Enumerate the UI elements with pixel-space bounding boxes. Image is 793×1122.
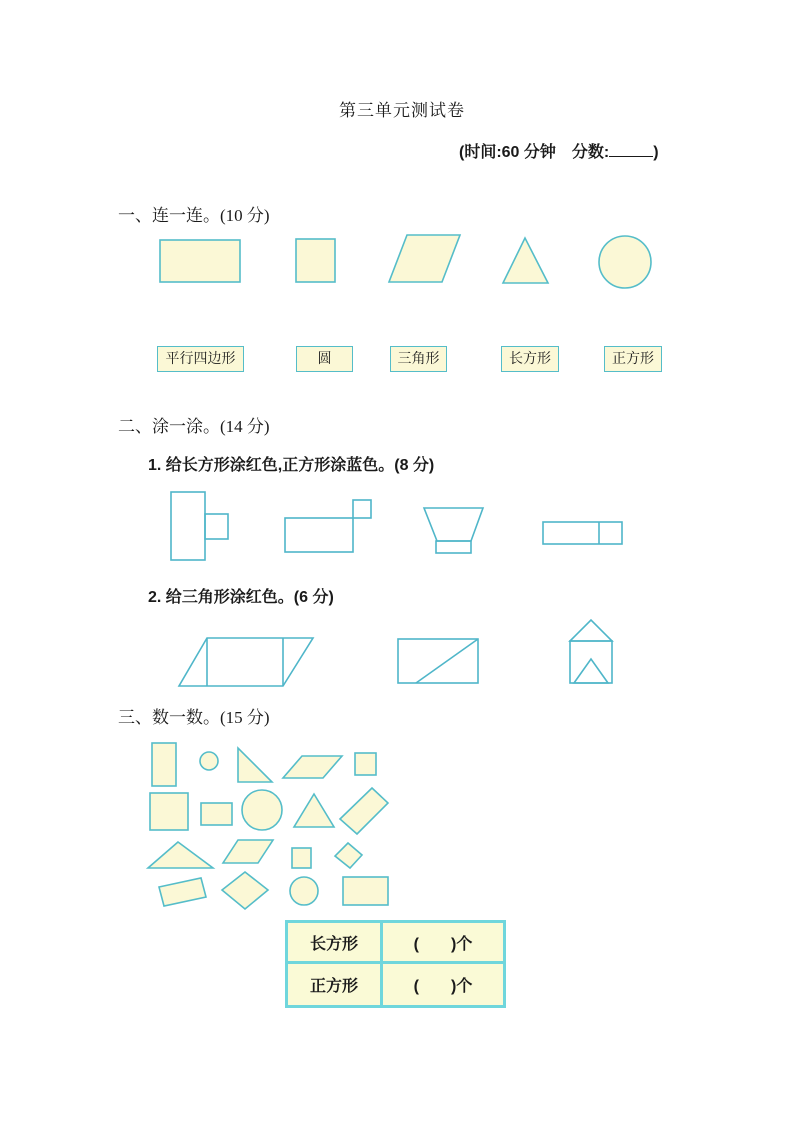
exam-info-suffix: ) xyxy=(653,144,659,161)
figure-house xyxy=(570,620,612,683)
section2-item1-figures xyxy=(171,492,622,560)
attached-square xyxy=(205,514,228,539)
count-small-circle xyxy=(200,752,218,770)
base-rectangle xyxy=(436,541,471,553)
circle-shape xyxy=(599,236,651,288)
house-inner-triangle xyxy=(574,659,608,683)
count-vertical-rectangle xyxy=(152,743,176,786)
house-roof-triangle xyxy=(570,620,612,641)
parallelogram-shape xyxy=(389,235,460,282)
count-parallelogram-2 xyxy=(223,840,273,863)
section2-item1-prompt: 1. 给长方形涂红色,正方形涂蓝色。(8 分) xyxy=(148,457,435,474)
table-cell-square-label: 正方形 xyxy=(288,964,383,1005)
section1-heading: 一、连一连。(10 分) xyxy=(118,206,270,225)
table-cell-rectangle-count: ( )个 xyxy=(383,923,503,964)
wide-rectangle xyxy=(285,518,353,552)
table-cell-rectangle-label: 长方形 xyxy=(288,923,383,964)
label-box-square: 正方形 xyxy=(604,346,662,372)
count-triangle-1 xyxy=(294,794,334,827)
count-diamond xyxy=(222,872,268,909)
rectangle-outline xyxy=(398,639,478,683)
figure-tall-rect-with-square xyxy=(171,492,228,560)
figure-wide-rect-with-corner-square xyxy=(285,500,371,552)
page-title: 第三单元测试卷 xyxy=(339,101,465,120)
house-body xyxy=(570,641,612,683)
diagonal-line xyxy=(416,639,478,683)
count-small-square-1 xyxy=(355,753,376,775)
exam-info-prefix: (时间:60 分钟 分数: xyxy=(459,144,610,161)
section2-heading: 二、涂一涂。(14 分) xyxy=(118,417,270,436)
triangle-shape xyxy=(503,238,548,283)
long-rectangle xyxy=(543,522,622,544)
count-medium-circle xyxy=(290,877,318,905)
figure-rect-with-diagonal xyxy=(398,639,478,683)
corner-square xyxy=(353,500,371,518)
section2-item2-prompt: 2. 给三角形涂红色。(6 分) xyxy=(148,589,334,606)
figure-split-parallelogram xyxy=(179,638,313,686)
rectangle-shape xyxy=(160,240,240,282)
count-small-square-2 xyxy=(292,848,311,868)
trapezoid xyxy=(424,508,483,541)
section3-count-shapes xyxy=(148,743,388,909)
count-rectangle-2 xyxy=(343,877,388,905)
tall-rectangle xyxy=(171,492,205,560)
label-box-rectangle: 长方形 xyxy=(501,346,559,372)
count-large-circle xyxy=(242,790,282,830)
count-right-triangle xyxy=(238,748,272,782)
count-wide-triangle xyxy=(148,842,213,868)
figure-trapezoid-with-base-rect xyxy=(424,508,483,553)
section2-item2-figures xyxy=(179,620,612,686)
count-tilted-rectangle-2 xyxy=(159,878,206,906)
count-tilted-rectangle-1 xyxy=(340,788,388,834)
figure-divided-rectangle xyxy=(543,522,622,544)
square-shape xyxy=(296,239,335,282)
count-rectangle-1 xyxy=(201,803,232,825)
parallelogram-outline xyxy=(179,638,313,686)
label-box-parallelogram: 平行四边形 xyxy=(157,346,244,372)
section3-heading: 三、数一数。(15 分) xyxy=(118,708,270,727)
count-tilted-square xyxy=(335,843,362,868)
count-answer-table xyxy=(285,920,506,1008)
label-box-triangle: 三角形 xyxy=(390,346,447,372)
section1-shapes xyxy=(160,235,651,288)
label-box-circle: 圆 xyxy=(296,346,353,372)
table-cell-square-count: ( )个 xyxy=(413,978,473,995)
count-parallelogram-1 xyxy=(283,756,342,778)
count-square-1 xyxy=(150,793,188,830)
